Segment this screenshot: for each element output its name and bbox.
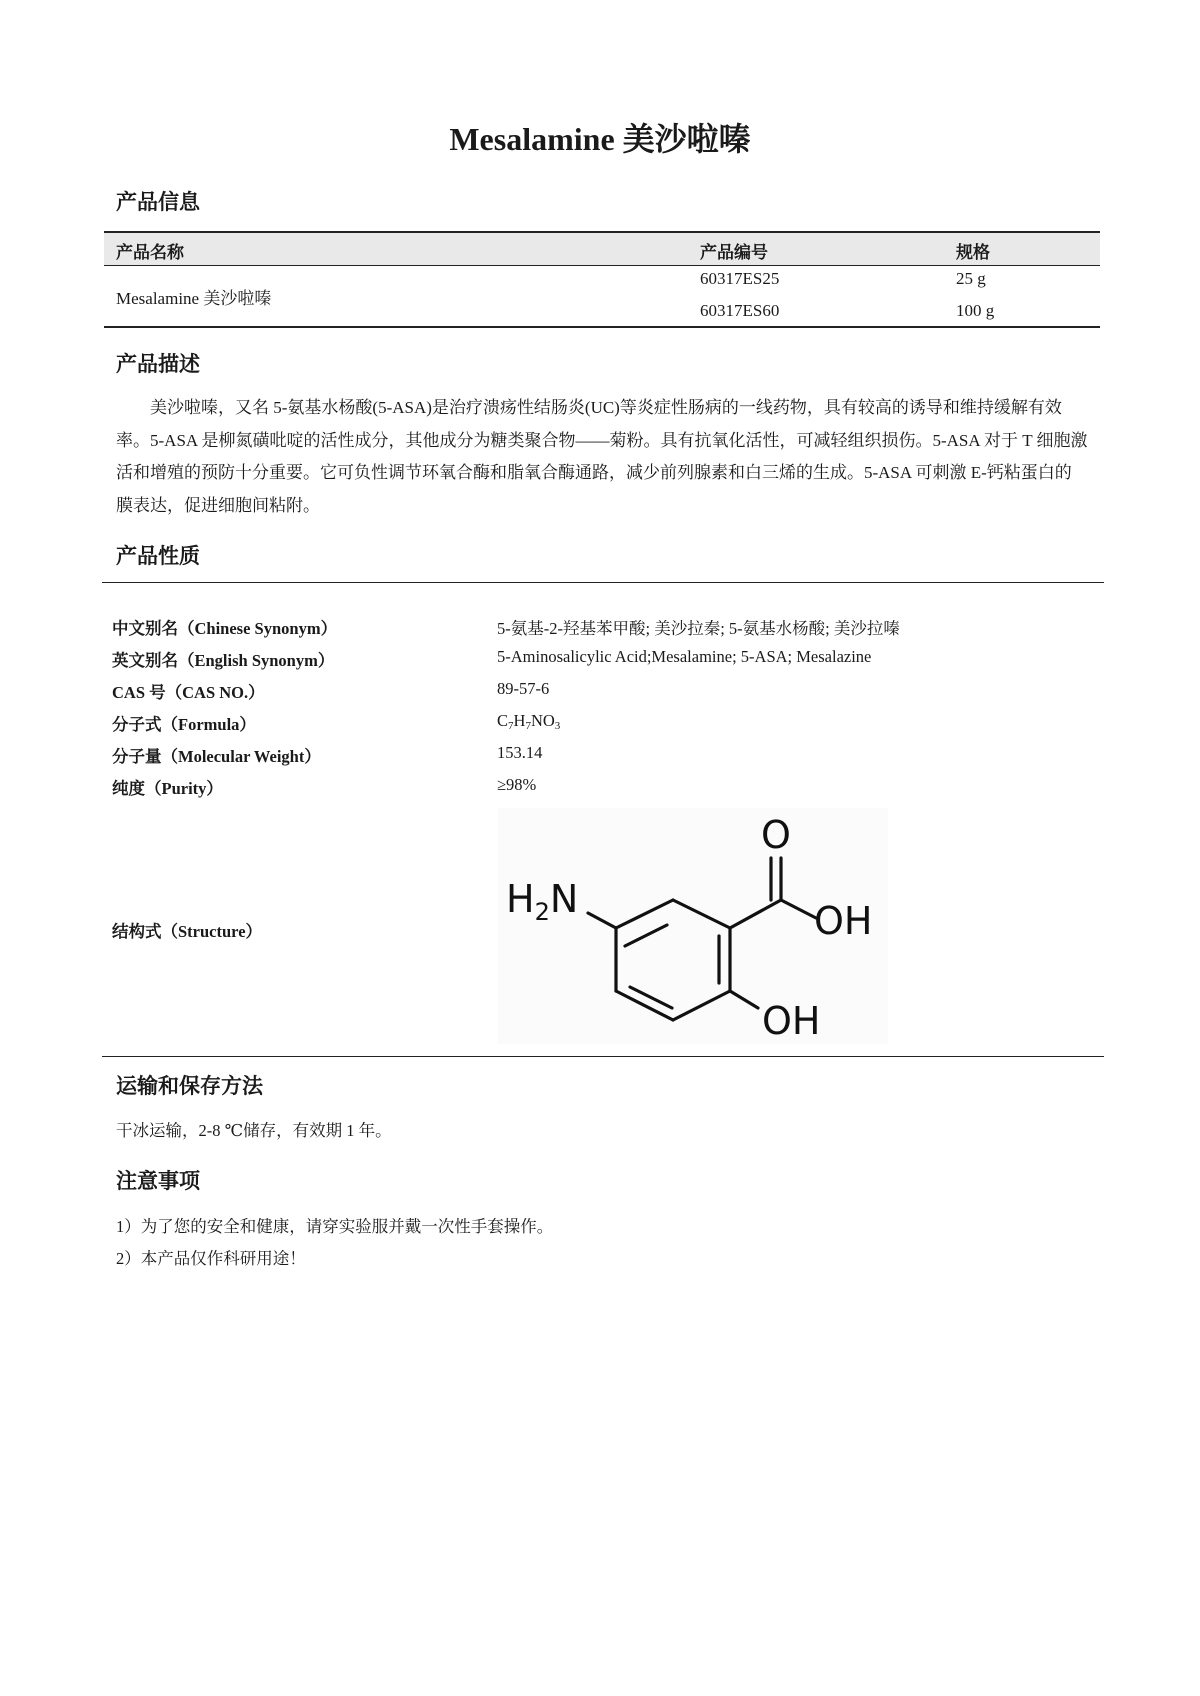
section-heading-storage: 运输和保存方法 — [116, 1074, 263, 1098]
properties-bottom-rule — [102, 1056, 1104, 1057]
properties-top-rule — [102, 582, 1104, 583]
section-heading-properties: 产品性质 — [116, 544, 200, 568]
amine-label: $H_2N$ — [506, 877, 579, 926]
formula-subscript: 7 — [525, 720, 531, 732]
table-header-spec: 规格 — [956, 243, 990, 262]
product-code-cell: 60317ES60 — [700, 301, 780, 320]
formula-subscript: 3 — [554, 720, 561, 732]
formula-part: C — [497, 711, 509, 730]
table-header-name: 产品名称 — [116, 243, 184, 262]
property-label: 分子量（Molecular Weight） — [112, 747, 321, 766]
description-paragraph — [116, 392, 1088, 522]
formula-part: NO — [530, 711, 555, 730]
description-text: 美沙啦嗪，又名 5-氨基水杨酸(5-ASA)是治疗溃疡性结肠炎(UC)等炎症性肠病的一线药物，具有较高的诱导和维持缓解有效率。5-ASA 是柳氮磺吡啶的活性成分，其他成分为糖类聚合物——菊粉。具有抗氧化活性，可减轻组织损伤。5-ASA 对于 T 细胞激活和增殖的预防十分重要。它可负性调节环氧合酶和脂氧合酶通路，减少前列腺素和白三烯的生成。5-ASA 可刺激 E-钙粘蛋白的膜表达，促进细胞间粘附。 — [116, 398, 1088, 515]
formula-value — [497, 711, 560, 731]
phenol-hydroxyl-label: OH — [762, 999, 821, 1043]
acid-hydroxyl-label: OH — [814, 899, 873, 943]
product-spec-cell: 25 g — [956, 269, 986, 288]
mesalamine-structure-diagram — [498, 808, 888, 1044]
storage-text: 干冰运输，2-8 ℃储存，有效期 1 年。 — [116, 1121, 392, 1140]
property-label: 纯度（Purity） — [112, 779, 223, 798]
section-heading-info: 产品信息 — [116, 190, 200, 214]
section-heading-description: 产品描述 — [116, 352, 200, 376]
property-label: 英文别名（English Synonym） — [112, 651, 335, 670]
property-value: 153.14 — [497, 743, 543, 762]
property-value: 89-57-6 — [497, 679, 550, 698]
property-label: 中文别名（Chinese Synonym） — [112, 619, 338, 638]
property-value: 5-Aminosalicylic Acid;Mesalamine; 5-ASA; Mesalazine — [497, 647, 872, 666]
section-heading-notes: 注意事项 — [116, 1169, 200, 1193]
property-label: 分子式（Formula） — [112, 715, 256, 734]
product-table-header — [104, 231, 1100, 266]
note-item: 1）为了您的安全和健康，请穿实验服并戴一次性手套操作。 — [116, 1217, 554, 1236]
product-name-cell: Mesalamine 美沙啦嗪 — [116, 289, 272, 308]
carbonyl-oxygen-label: O — [761, 813, 791, 857]
property-label: CAS 号（CAS NO.） — [112, 683, 265, 702]
table-bottom-rule — [104, 326, 1100, 328]
table-header-code: 产品编号 — [700, 243, 768, 262]
property-value: ≥98% — [497, 775, 537, 794]
product-code-cell: 60317ES25 — [700, 269, 780, 288]
structure-label: 结构式（Structure） — [112, 922, 263, 941]
note-item: 2）本产品仅作科研用途！ — [116, 1249, 306, 1268]
property-value: 5-氨基-2-羟基苯甲酸; 美沙拉秦; 5-氨基水杨酸; 美沙拉嗪 — [497, 619, 900, 638]
product-spec-cell: 100 g — [956, 301, 995, 320]
document-title: Mesalamine 美沙啦嗪 — [449, 121, 751, 157]
formula-subscript: 7 — [508, 720, 514, 732]
formula-part: H — [513, 711, 526, 730]
